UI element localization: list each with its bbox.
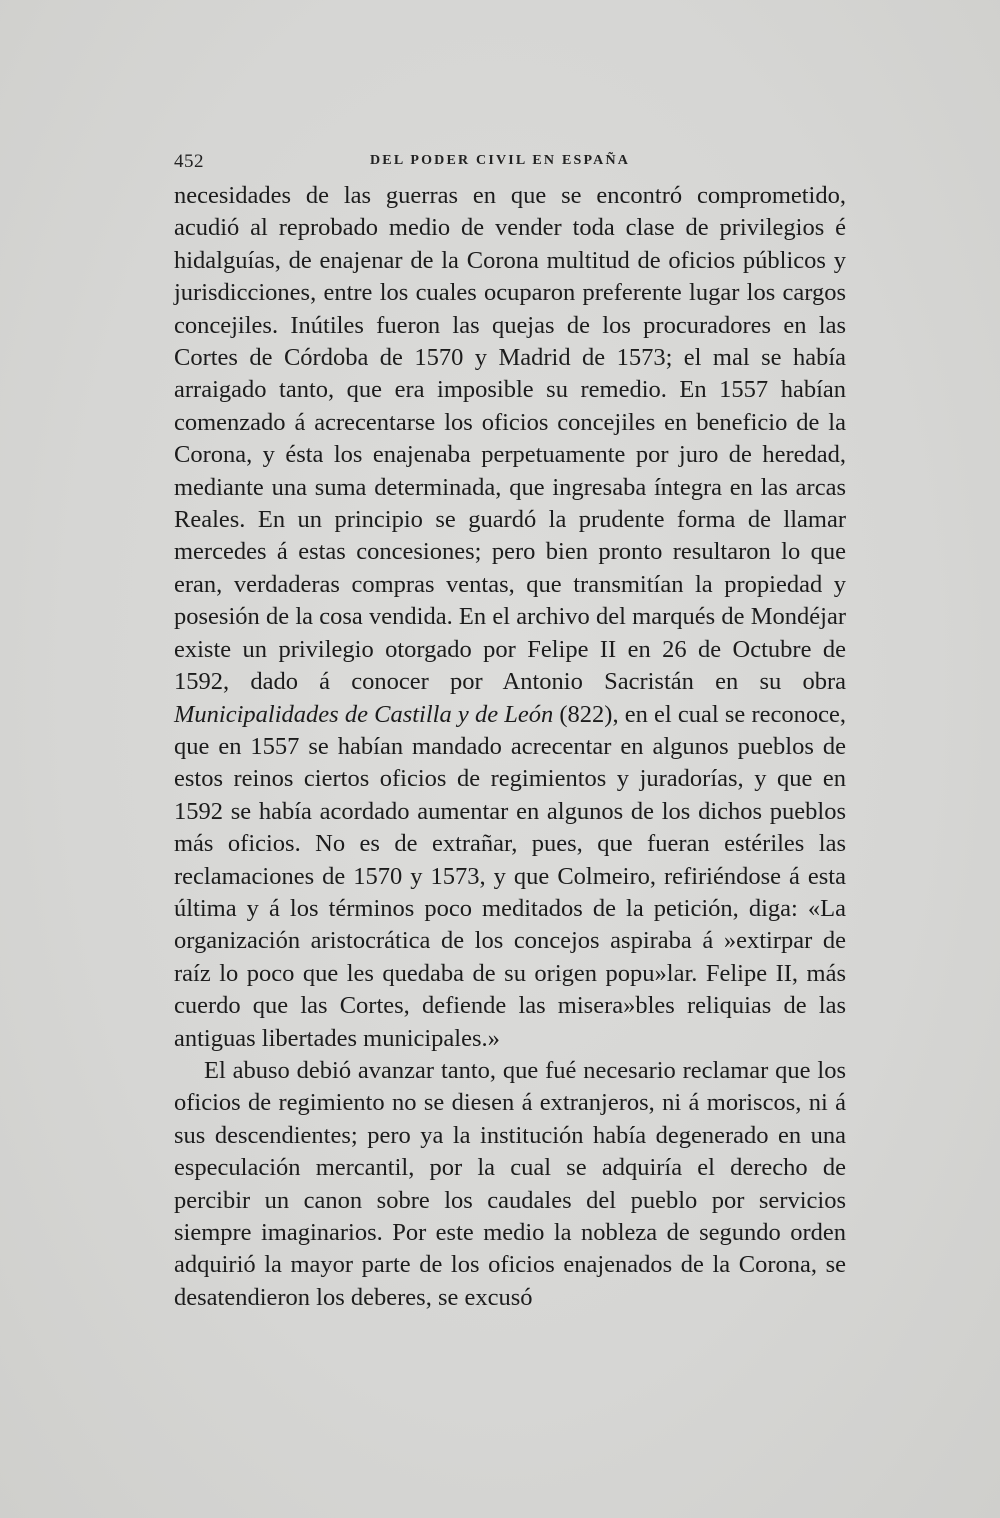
paragraph-1 (174, 180, 846, 1055)
book-title-italic: Municipalidades de Castilla y de León (174, 700, 554, 728)
paragraph-2: El abuso debió avanzar tanto, que fué necesario reclamar que los oficios de regimiento no se diesen á extranjeros, ni á moriscos, ni á sus descendientes; pero ya la institución había degenerado en una especulación mercantil, por la cual se adquiría el derecho de percibir un canon sobre los caudales del pueblo por servicios siempre imaginarios. Por este medio la nobleza de segundo orden adquirió la mayor parte de los oficios enajenados de la Corona, se desatendieron los deberes, se excusó (174, 1056, 846, 1311)
paragraph-1-text-b: (822), en el cual se reconoce, que en 1557 se habían mandado acrecentar en algunos pueblos de estos reinos ciertos oficios de regimientos y juradorías, y que en 1592 se había acordado aumentar en algunos de los dichos pueblos más oficios. No es de extrañar, pues, que fueran estériles las reclamaciones de 1570 y 1573, y que Colmeiro, refiriéndose á esta última y á los términos poco meditados de la petición, diga: «La organización aristocrática de los concejos aspiraba á »extirpar de raíz lo poco que les quedaba de su origen popu»lar. Felipe II, más cuerdo que las Cortes, defiende las misera»bles reliquias de las antiguas libertades municipales.» (174, 700, 846, 1052)
page-number: 452 (174, 151, 204, 172)
body-text (174, 180, 846, 1314)
page-header (174, 147, 846, 175)
paragraph-1-text-a: necesidades de las guerras en que se encontró comprometido, acudió al reprobado medio de vender toda clase de privilegios é hidalguías, de enajenar de la Corona multitud de oficios públicos y jurisdicciones, entre los cuales ocuparon preferente lugar los cargos concejiles. Inútiles fueron las quejas de los procuradores en las Cortes de Córdoba de 1570 y Madrid de 1573; el mal se había arraigado tanto, que era imposible su remedio. En 1557 habían comenzado á acrecentarse los oficios concejiles en beneficio de la Corona, y ésta los enajenaba perpetuamente por juro de heredad, mediante una suma determinada, que ingresaba íntegra en las arcas Reales. En un principio se guardó la prudente forma de llamar mercedes á estas concesiones; pero bien pronto resultaron lo que eran, verdaderas compras ventas, que transmitían la propiedad y posesión de la cosa vendida. En el archivo del marqués de Mondéjar existe un privilegio otorgado por Felipe II en 26 de Octubre de 1592, dado á conocer por Antonio Sacristán en su obra (174, 182, 846, 696)
running-title: DEL PODER CIVIL EN ESPAÑA (370, 153, 631, 168)
